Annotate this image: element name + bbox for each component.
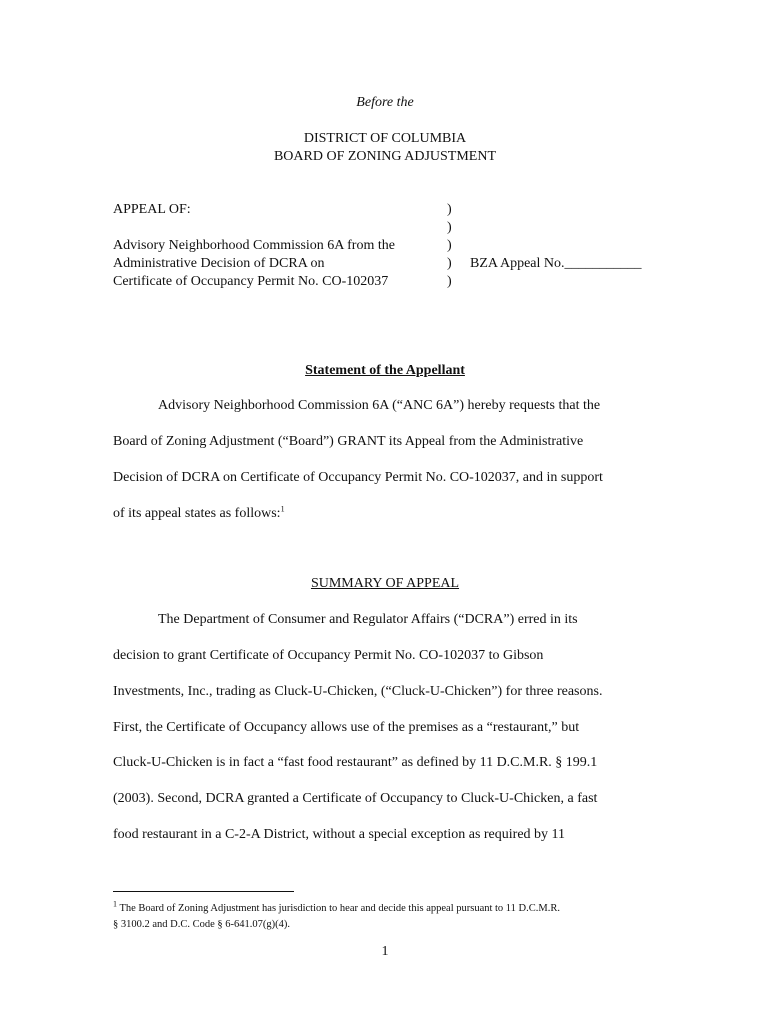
summary-line: Cluck-U-Chicken is in fact a “fast food restaurant” as defined by 11 D.C.M.R. § 199.1 <box>113 755 598 770</box>
party-line-2: Administrative Decision of DCRA on <box>113 256 325 271</box>
statement-line: Board of Zoning Adjustment (“Board”) GRANT its Appeal from the Administrative <box>113 434 584 449</box>
summary-line: The Department of Consumer and Regulator Affairs (“DCRA”) erred in its <box>158 612 578 627</box>
footnote-number: 1 <box>113 899 117 909</box>
party-line-3: Certificate of Occupancy Permit No. CO-102037 <box>113 274 389 289</box>
summary-line: First, the Certificate of Occupancy allows use of the premises as a “restaurant,” but <box>113 720 580 735</box>
statement-heading: Statement of the Appellant <box>305 363 465 378</box>
court-name-line1: DISTRICT OF COLUMBIA <box>303 131 467 146</box>
statement-line: Decision of DCRA on Certificate of Occupancy Permit No. CO-102037, and in support <box>113 470 603 485</box>
footnote-text: The Board of Zoning Adjustment has jurisdiction to hear and decide this appeal pursuant to 11 D.C.M.R. <box>119 903 560 914</box>
before-the-line: Before the <box>356 95 414 110</box>
footnote-reference: 1 <box>280 504 285 514</box>
caption-paren: ) <box>447 220 452 235</box>
caption-paren: ) <box>447 238 452 253</box>
bza-appeal-number: BZA Appeal No.___________ <box>470 256 642 271</box>
summary-line: Investments, Inc., trading as Cluck-U-Chicken, (“Cluck-U-Chicken”) for three reasons. <box>113 684 603 699</box>
party-line-1: Advisory Neighborhood Commission 6A from the <box>113 238 395 253</box>
summary-line: food restaurant in a C-2-A District, without a special exception as required by 11 <box>113 827 566 842</box>
statement-line-last <box>113 506 285 522</box>
caption-paren: ) <box>447 202 452 217</box>
footnote-separator <box>113 891 294 892</box>
page-number: 1 <box>381 944 389 959</box>
footnote-line-1 <box>113 899 560 914</box>
statement-line: Advisory Neighborhood Commission 6A (“ANC 6A”) hereby requests that the <box>158 398 601 413</box>
statement-line-text: of its appeal states as follows: <box>113 506 281 521</box>
appeal-of-label: APPEAL OF: <box>113 202 191 217</box>
caption-paren: ) <box>447 256 452 271</box>
caption-paren: ) <box>447 274 452 289</box>
summary-line: decision to grant Certificate of Occupancy Permit No. CO-102037 to Gibson <box>113 648 544 663</box>
summary-line: (2003). Second, DCRA granted a Certificate of Occupancy to Cluck-U-Chicken, a fast <box>113 791 598 806</box>
summary-heading: SUMMARY OF APPEAL <box>310 576 460 591</box>
footnote-line-2: § 3100.2 and D.C. Code § 6-641.07(g)(4). <box>113 919 291 930</box>
court-name-line2: BOARD OF ZONING ADJUSTMENT <box>273 149 497 164</box>
